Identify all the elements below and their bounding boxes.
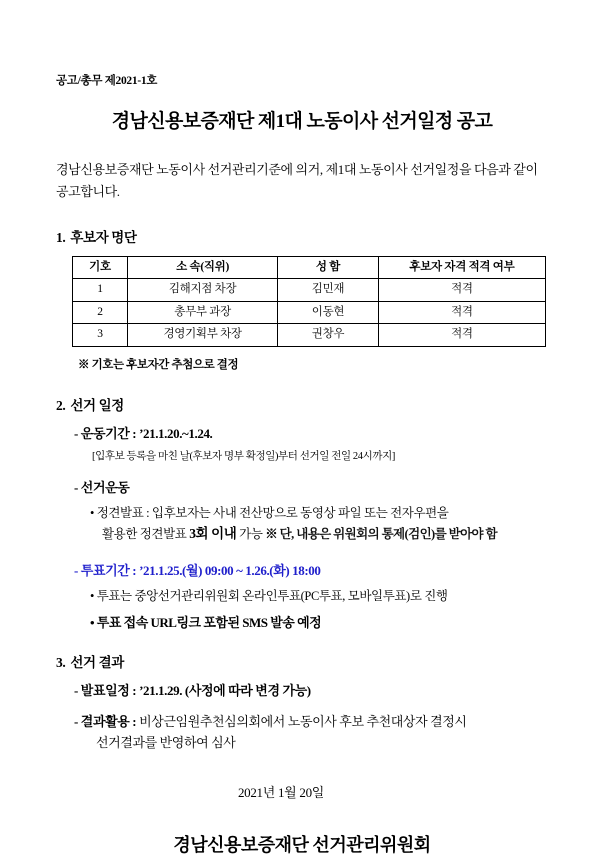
item-value: ’21.1.25.(월) 09:00 ~ 1.26.(화) 18:00 bbox=[139, 563, 321, 579]
item-label: 발표일정 : bbox=[80, 683, 137, 699]
table-cell: 이동현 bbox=[278, 301, 379, 324]
table-cell: 적격 bbox=[378, 324, 545, 347]
item-label: 투표기간 : bbox=[80, 563, 137, 579]
issuer-name: 경남신용보증재단 선거관리위원회 bbox=[173, 834, 431, 855]
item-value: 비상근임원추천심의회에서 노동이사 후보 추천대상자 결정시 bbox=[139, 714, 467, 730]
speech-line-2 bbox=[102, 523, 548, 545]
speech-count-highlight: 3회 이내 bbox=[189, 526, 237, 542]
table-cell: 3 bbox=[73, 324, 128, 347]
item-label: 선거운동 bbox=[80, 480, 130, 496]
speech-line-1: 정견발표 : 입후보자는 사내 전산망으로 동영상 파일 또는 전자우편을 bbox=[96, 506, 449, 521]
table-row bbox=[73, 324, 546, 347]
section-heading-1 bbox=[56, 226, 548, 246]
item-campaign-period: - 운동기간 : ’21.1.20.~1.24. bbox=[74, 425, 213, 441]
table-header-cell: 기호 bbox=[73, 256, 128, 279]
item-sms-notice: • 투표 접속 URL링크 포함된 SMS 발송 예정 bbox=[90, 615, 322, 631]
item-campaign-activity: - 선거운동 bbox=[74, 480, 130, 496]
table-header-cell: 후보자 자격 적격 여부 bbox=[378, 256, 545, 279]
voting-method-text: 투표는 중앙선거관리위원회 온라인투표(PC투표, 모바일투표)로 진행 bbox=[96, 589, 448, 604]
item-value: ’21.1.29. (사정에 따라 변경 가능) bbox=[139, 683, 311, 699]
table-header-cell: 성 함 bbox=[278, 256, 379, 279]
section-number-1: 1. bbox=[56, 229, 66, 245]
section-number-3: 3. bbox=[56, 655, 66, 671]
issue-date: 2021년 1월 20일 bbox=[237, 784, 325, 800]
candidate-table-note: ※ 기호는 후보자간 추첨으로 결정 bbox=[78, 358, 239, 371]
section-heading-3 bbox=[56, 651, 548, 671]
table-cell: 총무부 과장 bbox=[127, 301, 277, 324]
section-title-2: 선거 일정 bbox=[70, 397, 124, 413]
section-title-3: 선거 결과 bbox=[70, 655, 124, 671]
section-heading-2 bbox=[56, 394, 548, 414]
item-label: 결과활용 : bbox=[80, 714, 137, 730]
intro-paragraph: 경남신용보증재단 노동이사 선거관리기준에 의거, 제1대 노동이사 선거일정을 다음과 같이 공고합니다. bbox=[56, 162, 538, 200]
item-voting-method: • 투표는 중앙선거관리위원회 온라인투표(PC투표, 모바일투표)로 진행 bbox=[90, 589, 448, 604]
item-result-usage: - 결과활용 : 비상근임원추천심의회에서 노동이사 후보 추천대상자 결정시 선거결과를 반영하여 심사 bbox=[74, 712, 548, 754]
item-label: 운동기간 : bbox=[80, 425, 137, 441]
table-cell: 경영기획부 차장 bbox=[127, 324, 277, 347]
speech-line2-mid: 가능 bbox=[236, 527, 266, 542]
table-cell: 2 bbox=[73, 301, 128, 324]
item-speech-announcement: • 정견발표 : 입후보자는 사내 전산망으로 동영상 파일 또는 전자우편을 활용한 정견발표 3회 이내 가능 ※ 단, 내용은 위원회의 통제(검인)를 받아야 함 bbox=[90, 503, 548, 545]
speech-warning: ※ 단, 내용은 위원회의 통제(검인)를 받아야 함 bbox=[265, 527, 498, 542]
table-cell: 권창우 bbox=[278, 324, 379, 347]
speech-line2-pre: 활용한 정견발표 bbox=[102, 527, 190, 542]
page-title: 경남신용보증재단 제1대 노동이사 선거일정 공고 bbox=[111, 111, 493, 132]
table-row bbox=[73, 301, 546, 324]
table-cell: 적격 bbox=[378, 279, 545, 302]
candidate-table bbox=[72, 256, 546, 347]
table-cell: 김민재 bbox=[278, 279, 379, 302]
table-cell: 김해지점 차장 bbox=[127, 279, 277, 302]
section-title-1: 후보자 명단 bbox=[70, 229, 137, 245]
table-cell: 적격 bbox=[378, 301, 545, 324]
table-header-row bbox=[73, 256, 546, 279]
item-voting-period: - 투표기간 : ’21.1.25.(월) 09:00 ~ 1.26.(화) 18:00 bbox=[74, 563, 321, 579]
table-header-cell: 소 속(직위) bbox=[127, 256, 277, 279]
table-row bbox=[73, 279, 546, 302]
document-number: 공고/총무 제2021-1호 bbox=[56, 75, 158, 87]
section-number-2: 2. bbox=[56, 397, 66, 413]
table-cell: 1 bbox=[73, 279, 128, 302]
item-campaign-period-note: [입후보 등록을 마친 날(후보자 명부 확정일)부터 선거일 전일 24시까지] bbox=[92, 450, 395, 462]
item-value-line2: 선거결과를 반영하여 심사 bbox=[96, 734, 236, 750]
item-result-announcement: - 발표일정 : ’21.1.29. (사정에 따라 변경 가능) bbox=[74, 683, 311, 699]
item-value: ’21.1.20.~1.24. bbox=[139, 425, 213, 441]
